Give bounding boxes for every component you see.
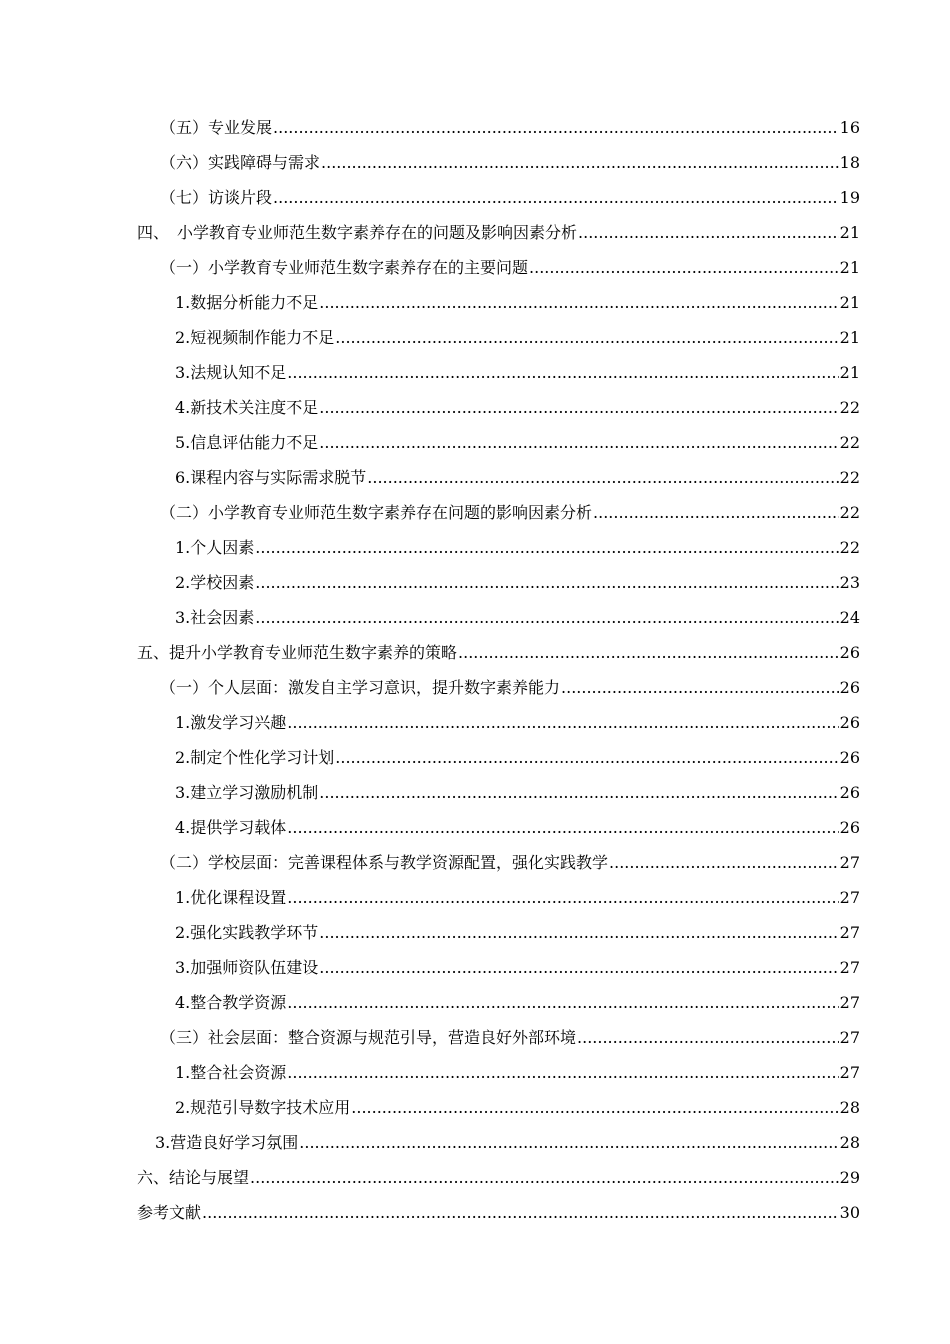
toc-dot-leader [287, 985, 838, 1020]
toc-entry[interactable] [0, 530, 950, 565]
toc-entry[interactable] [0, 705, 950, 740]
toc-entry-page-number: 29 [839, 1168, 860, 1187]
toc-entry-page-number: 22 [839, 468, 860, 487]
toc-dot-leader [577, 1020, 839, 1055]
toc-entry-title: 4.提供学习载体 [175, 818, 287, 837]
toc-entry-page-number: 27 [839, 958, 860, 977]
toc-dot-leader [287, 880, 838, 915]
toc-entry[interactable] [0, 775, 950, 810]
toc-dot-leader [319, 390, 838, 425]
toc-entry[interactable] [0, 810, 950, 845]
toc-entry-title: 6.课程内容与实际需求脱节 [175, 468, 367, 487]
toc-entry[interactable] [0, 1020, 950, 1055]
toc-entry-page-number: 22 [839, 433, 860, 452]
toc-dot-leader [202, 1195, 839, 1230]
toc-entry-title: 5.信息评估能力不足 [175, 433, 319, 452]
toc-dot-leader [273, 180, 839, 215]
toc-entry-page-number: 18 [839, 153, 860, 172]
toc-entry-page-number: 26 [839, 713, 860, 732]
toc-entry-page-number: 21 [839, 258, 860, 277]
toc-entry-title: 五、提升小学教育专业师范生数字素养的策略 [137, 643, 458, 662]
toc-entry-page-number: 22 [839, 538, 860, 557]
toc-dot-leader [335, 320, 838, 355]
toc-entry-page-number: 27 [839, 1028, 860, 1047]
toc-entry[interactable] [0, 740, 950, 775]
toc-entry-title: （三）社会层面：整合资源与规范引导，营造良好外部环境 [160, 1028, 577, 1047]
toc-entry-title: 1.整合社会资源 [175, 1063, 287, 1082]
toc-entry-page-number: 22 [839, 503, 860, 522]
toc-dot-leader [561, 670, 839, 705]
toc-entry[interactable] [0, 355, 950, 390]
toc-dot-leader [255, 530, 838, 565]
toc-entry-page-number: 22 [839, 398, 860, 417]
toc-entry[interactable] [0, 110, 950, 145]
toc-dot-leader [367, 460, 838, 495]
toc-entry-page-number: 26 [839, 783, 860, 802]
toc-dot-leader [287, 810, 838, 845]
toc-dot-leader [578, 215, 839, 250]
toc-entry-page-number: 21 [839, 223, 860, 242]
toc-entry-page-number: 28 [839, 1098, 860, 1117]
toc-entry[interactable] [0, 495, 950, 530]
toc-dot-leader [593, 495, 839, 530]
toc-entry-title: 2.规范引导数字技术应用 [175, 1098, 351, 1117]
toc-dot-leader [287, 1055, 838, 1090]
toc-entry[interactable] [0, 880, 950, 915]
toc-entry-page-number: 23 [839, 573, 860, 592]
toc-entry[interactable] [0, 1090, 950, 1125]
toc-entry-page-number: 27 [839, 993, 860, 1012]
toc-entry-title: 1.个人因素 [175, 538, 255, 557]
toc-entry-page-number: 26 [839, 678, 860, 697]
toc-entry-page-number: 27 [839, 1063, 860, 1082]
toc-entry-page-number: 16 [839, 118, 860, 137]
toc-entry-title: 1.数据分析能力不足 [175, 293, 319, 312]
toc-entry[interactable] [0, 215, 950, 250]
toc-entry[interactable] [0, 250, 950, 285]
toc-entry[interactable] [0, 635, 950, 670]
toc-entry-title: 4.整合教学资源 [175, 993, 287, 1012]
toc-dot-leader [319, 285, 838, 320]
toc-dot-leader [299, 1125, 838, 1160]
toc-entry-title: 3.营造良好学习氛围 [155, 1133, 299, 1152]
toc-dot-leader [319, 425, 838, 460]
toc-entry-page-number: 28 [839, 1133, 860, 1152]
toc-entry-title: （二）学校层面：完善课程体系与教学资源配置，强化实践教学 [160, 853, 609, 872]
toc-entry[interactable] [0, 845, 950, 880]
toc-entry-title: 六、结论与展望 [137, 1168, 250, 1187]
toc-dot-leader [609, 845, 839, 880]
toc-entry[interactable] [0, 1195, 950, 1230]
toc-entry[interactable] [0, 285, 950, 320]
toc-entry-page-number: 21 [839, 293, 860, 312]
toc-dot-leader [319, 915, 838, 950]
toc-entry-page-number: 27 [839, 888, 860, 907]
toc-dot-leader [458, 635, 839, 670]
toc-entry[interactable] [0, 320, 950, 355]
toc-dot-leader [319, 775, 838, 810]
toc-entry[interactable] [0, 915, 950, 950]
toc-entry[interactable] [0, 145, 950, 180]
toc-entry-title: 3.法规认知不足 [175, 363, 287, 382]
toc-entry-title: 四、 小学教育专业师范生数字素养存在的问题及影响因素分析 [137, 223, 578, 242]
toc-entry-page-number: 26 [839, 818, 860, 837]
toc-entry[interactable] [0, 670, 950, 705]
toc-entry[interactable] [0, 565, 950, 600]
toc-entry-title: （七）访谈片段 [160, 188, 273, 207]
toc-entry[interactable] [0, 1055, 950, 1090]
toc-entry-title: 2.制定个性化学习计划 [175, 748, 335, 767]
toc-entry-title: 参考文献 [137, 1203, 202, 1222]
toc-dot-leader [255, 565, 838, 600]
toc-dot-leader [319, 950, 838, 985]
toc-entry[interactable] [0, 950, 950, 985]
toc-dot-leader [335, 740, 838, 775]
toc-entry[interactable] [0, 600, 950, 635]
toc-entry-title: 4.新技术关注度不足 [175, 398, 319, 417]
toc-entry-title: （六）实践障碍与需求 [160, 153, 321, 172]
toc-entry-title: 1.优化课程设置 [175, 888, 287, 907]
toc-entry-page-number: 27 [839, 923, 860, 942]
toc-entry-title: 3.建立学习激励机制 [175, 783, 319, 802]
toc-entry-title: 3.社会因素 [175, 608, 255, 627]
toc-entry-title: （一）个人层面：激发自主学习意识，提升数字素养能力 [160, 678, 561, 697]
toc-dot-leader [287, 705, 838, 740]
toc-entry-page-number: 19 [839, 188, 860, 207]
toc-dot-leader [255, 600, 838, 635]
toc-entry-page-number: 21 [839, 363, 860, 382]
toc-entry-page-number: 21 [839, 328, 860, 347]
toc-entry-title: 2.强化实践教学环节 [175, 923, 319, 942]
toc-entry-title: （五）专业发展 [160, 118, 273, 137]
toc-entry-title: 2.短视频制作能力不足 [175, 328, 335, 347]
toc-entry-title: （一）小学教育专业师范生数字素养存在的主要问题 [160, 258, 529, 277]
toc-dot-leader [273, 110, 839, 145]
toc-dot-leader [529, 250, 839, 285]
toc-entry-title: （二）小学教育专业师范生数字素养存在问题的影响因素分析 [160, 503, 593, 522]
toc-entry[interactable] [0, 390, 950, 425]
toc-entry[interactable] [0, 180, 950, 215]
toc-entry[interactable] [0, 1160, 950, 1195]
toc-entry[interactable] [0, 425, 950, 460]
toc-entry[interactable] [0, 1125, 950, 1160]
toc-entry-title: 3.加强师资队伍建设 [175, 958, 319, 977]
toc-dot-leader [321, 145, 839, 180]
toc-entry[interactable] [0, 985, 950, 1020]
toc-entry[interactable] [0, 460, 950, 495]
toc-dot-leader [287, 355, 838, 390]
toc-entry-title: 2.学校因素 [175, 573, 255, 592]
toc-entry-page-number: 26 [839, 643, 860, 662]
toc-dot-leader [250, 1160, 839, 1195]
toc-entry-page-number: 26 [839, 748, 860, 767]
toc-entry-page-number: 27 [839, 853, 860, 872]
toc-dot-leader [351, 1090, 838, 1125]
toc-entry-title: 1.激发学习兴趣 [175, 713, 287, 732]
table-of-contents [0, 110, 950, 1230]
toc-entry-page-number: 30 [839, 1203, 860, 1222]
toc-entry-page-number: 24 [839, 608, 860, 627]
